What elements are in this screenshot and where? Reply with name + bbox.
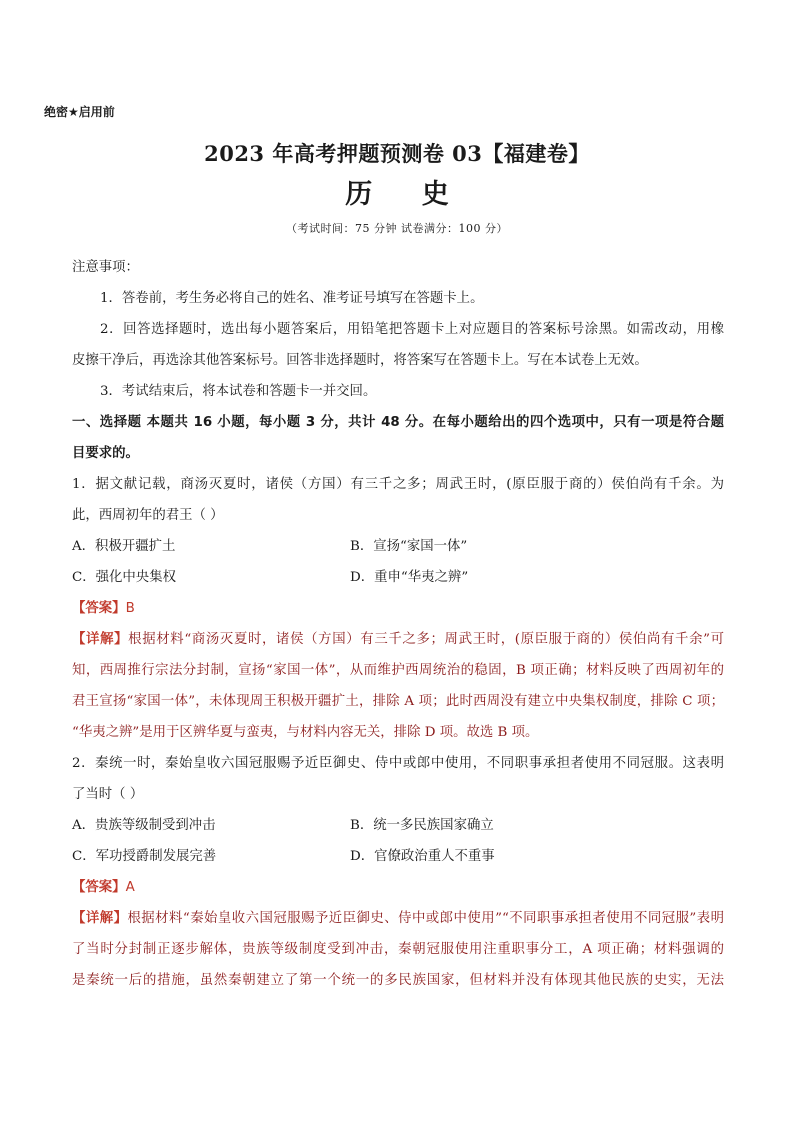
detail-text: 根据材料“秦始皇收六国冠服赐予近臣御史、侍中或郎中使用”“不同职事承担者使用不同冠服”表明 (127, 911, 724, 926)
question-1-option-d: D．重申“华夷之辨” (350, 570, 469, 585)
question-1-options-row-1 (72, 531, 724, 562)
question-2-stem-cont: 了当时（ ） (72, 787, 144, 802)
question-1-detail-4: “华夷之辨”是用于区辨华夏与蛮夷，与材料内容无关，排除 D 项。故选 B 项。 (72, 725, 539, 740)
question-2-detail-1 (72, 903, 724, 934)
section-heading: 一、选择题 本题共 16 小题，每小题 3 分，共计 48 分。在每小题给出的四个选项中，只有一项是符合题 (72, 415, 724, 430)
question-1-detail-2: 知，西周推行宗法分封制，宣扬“家国一体”，从而维护西周统治的稳固，B 项正确；材料反映了西周初年的 (72, 663, 724, 678)
question-2-option-d: D．官僚政治重人不重事 (350, 849, 495, 864)
answer-label: 【答案】 (72, 601, 126, 616)
question-2-answer (72, 872, 724, 903)
question-1-options-row-2 (72, 562, 724, 593)
question-1-option-a: A．积极开疆扩土 (72, 539, 176, 554)
question-2-options-row-1 (72, 810, 724, 841)
question-2-option-a: A．贵族等级制受到冲击 (72, 818, 216, 833)
exam-title: 2023 年高考押题预测卷 03【福建卷】 (204, 141, 590, 166)
note-item-2: 2．回答选择题时，选出每小题答案后，用铅笔把答题卡上对应题目的答案标号涂黑。如需改动，用橡 (100, 322, 724, 337)
note-item-1: 1．答卷前，考生务必将自己的姓名、准考证号填写在答题卡上。 (100, 291, 484, 306)
exam-body (72, 252, 724, 996)
subject-title: 历 史 (345, 179, 469, 210)
detail-label: 【详解】 (72, 911, 128, 926)
question-2-options-row-2 (72, 841, 724, 872)
question-1-option-c: C．强化中央集权 (72, 570, 176, 585)
question-1-stem-cont: 此，西周初年的君王（ ） (72, 508, 224, 523)
question-1-option-b: B．宣扬“家国一体” (350, 539, 468, 554)
question-1-stem: 1．据文献记载，商汤灭夏时，诸侯（方国）有三千之多；周武王时，(原臣服于商的）侯伯尚有千余。为 (72, 477, 724, 492)
note-item-3: 3．考试结束后，将本试卷和答题卡一并交回。 (100, 384, 377, 399)
question-2-stem: 2．秦统一时，秦始皇收六国冠服赐予近臣御史、侍中或郎中使用，不同职事承担者使用不同冠服。这表明 (72, 756, 724, 771)
section-heading-cont: 目要求的。 (72, 446, 139, 461)
exam-info: （考试时间：75 分钟 试卷满分：100 分） (286, 222, 508, 235)
question-1-detail-1 (72, 624, 724, 655)
detail-label: 【详解】 (72, 632, 129, 647)
notes-heading: 注意事项： (72, 260, 139, 275)
question-2-option-c: C．军功授爵制发展完善 (72, 849, 217, 864)
question-2-detail-2: 了当时分封制正逐步解体，贵族等级制度受到冲击，秦朝冠服使用注重职事分工，A 项正确；材料强调的 (72, 942, 724, 957)
answer-value: A (125, 880, 135, 895)
question-2-detail-3: 是秦统一后的措施，虽然秦朝建立了第一个统一的多民族国家，但材料并没有体现其他民族的史实，无法 (72, 973, 724, 988)
secret-label: 绝密★启用前 (44, 105, 115, 119)
question-1-answer (72, 593, 724, 624)
question-2-option-b: B．统一多民族国家确立 (350, 818, 494, 833)
detail-text: 根据材料“商汤灭夏时，诸侯（方国）有三千之多；周武王时，(原臣服于商的）侯伯尚有千余”可 (128, 632, 725, 647)
answer-value: B (125, 601, 135, 616)
note-item-2-cont: 皮擦干净后，再选涂其他答案标号。回答非选择题时，将答案写在答题卡上。写在本试卷上无效。 (72, 353, 648, 368)
answer-label: 【答案】 (72, 880, 126, 895)
question-1-detail-3: 君王宣扬“家国一体”，未体现周王积极开疆扩土，排除 A 项；此时西周没有建立中央集权制度，排除 C 项； (72, 694, 724, 709)
